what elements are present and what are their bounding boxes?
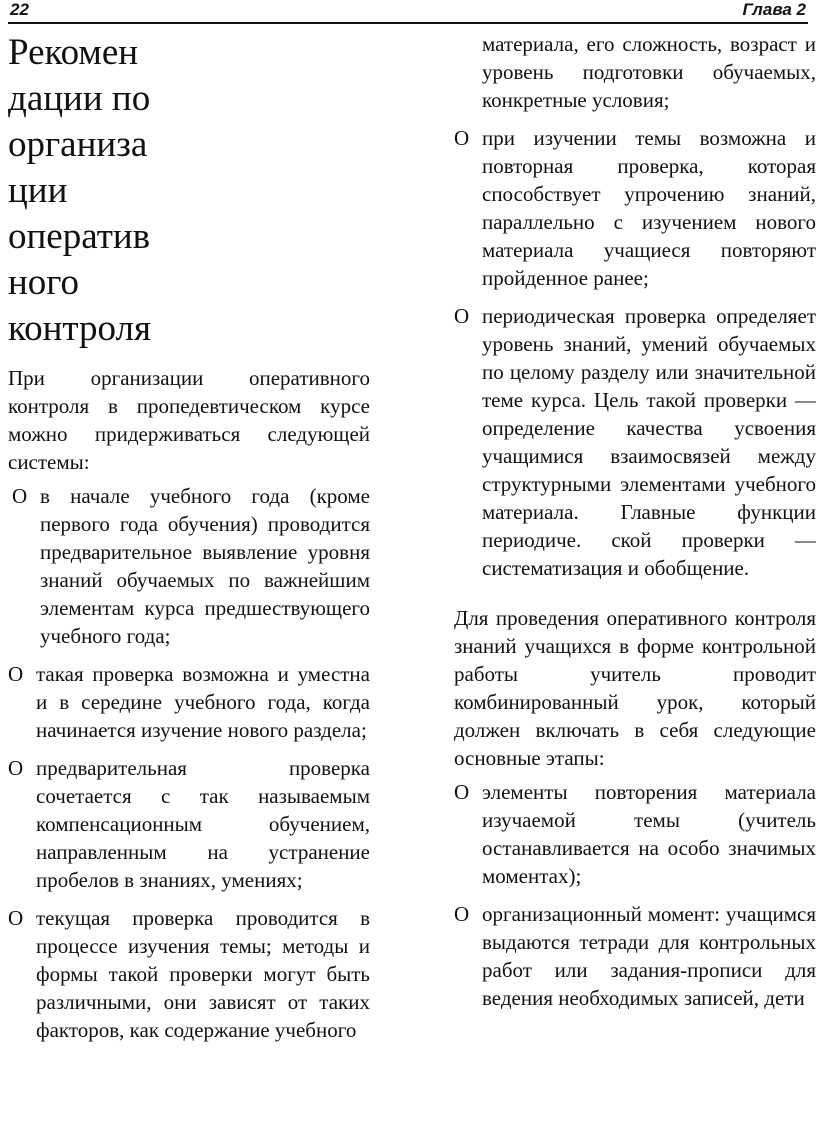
list-item-text: такая проверка возможна и уместна и в середине учебного года, когда начинается изучение нового раздела;: [36, 662, 370, 742]
bullet-marker: О: [8, 662, 24, 686]
list-item: [12, 482, 370, 650]
bullet-marker: О: [8, 906, 24, 930]
list-item-text: текущая проверка проводится в процессе изучения темы; методы и формы такой проверки могут быть различными, они зависят от таких факторов, как содержание учебного: [36, 906, 370, 1042]
right-column: [454, 30, 816, 1135]
heading-line: организа: [8, 124, 148, 165]
intro-paragraph: При организации оперативного контроля в пропедевтическом курсе можно придерживаться следующей системы:: [8, 366, 370, 474]
list-item: [454, 778, 816, 890]
list-item: [454, 302, 816, 582]
heading-line: дации по: [8, 78, 151, 119]
heading-line: оператив: [8, 216, 151, 257]
list-item: [454, 124, 816, 292]
bullet-marker: О: [454, 780, 470, 804]
bullet-marker: О: [454, 304, 470, 328]
list-item-text: при изучении темы возможна и повторная проверка, которая способствует упрочению знаний, параллельно с изучением нового материала учащиеся повторяют пройденное ранее;: [482, 126, 816, 290]
bullet-marker: О: [454, 126, 470, 150]
list-item-text: периодическая проверка определяет уровень знаний, умений обучаемых по целому разделу или значительной теме курса. Цель такой проверки — определение качества усвоения учащимися взаимосвязей между структурными элементами учебного материала. Главные функции периодиче. ской проверки — систематизация и обобщение.: [482, 304, 816, 580]
list-item: [8, 904, 370, 1044]
bullet-marker: О: [454, 902, 470, 926]
list-item-text: в начале учебного года (кроме первого года обучения) проводится предварительное выявление уровня знаний обучаемых по важнейшим элементам курса предшествующего учебного года;: [40, 484, 370, 648]
list-item-text: предварительная проверка сочетается с так называемым компенсационным обучением, направленным на устранение пробелов в знаниях, умениях;: [36, 756, 370, 892]
page-number: 22: [10, 0, 29, 19]
list-item: [8, 660, 370, 744]
list-item: [8, 754, 370, 894]
page-header: [8, 0, 808, 24]
heading-line: ции: [8, 170, 68, 211]
list-item-continuation: материала, его сложность, возраст и уровень подготовки обучаемых, конкретные условия;: [482, 32, 816, 112]
list-item: [454, 900, 816, 1012]
body-paragraph: Для проведения оперативного контроля знаний учащихся в форме контрольной работы учитель проводит комбинированный урок, который должен включать в себя следующие основные этапы:: [454, 606, 816, 770]
list-item-text: организационный момент: учащимся выдаются тетради для контрольных работ или задания-прописи для ведения необходимых записей, дети: [482, 902, 816, 1010]
chapter-title: Глава 2: [742, 0, 806, 19]
bullet-marker: О: [12, 484, 28, 508]
heading-line: контроля: [8, 308, 152, 349]
section-heading: [8, 30, 168, 352]
left-column: [8, 30, 370, 1135]
bullet-marker: О: [8, 756, 24, 780]
heading-line: Рекомен: [8, 32, 139, 73]
list-item-text: элементы повторения материала изучаемой темы (учитель останавливается на особо значимых моментах);: [482, 780, 816, 888]
heading-line: ного: [8, 262, 80, 303]
